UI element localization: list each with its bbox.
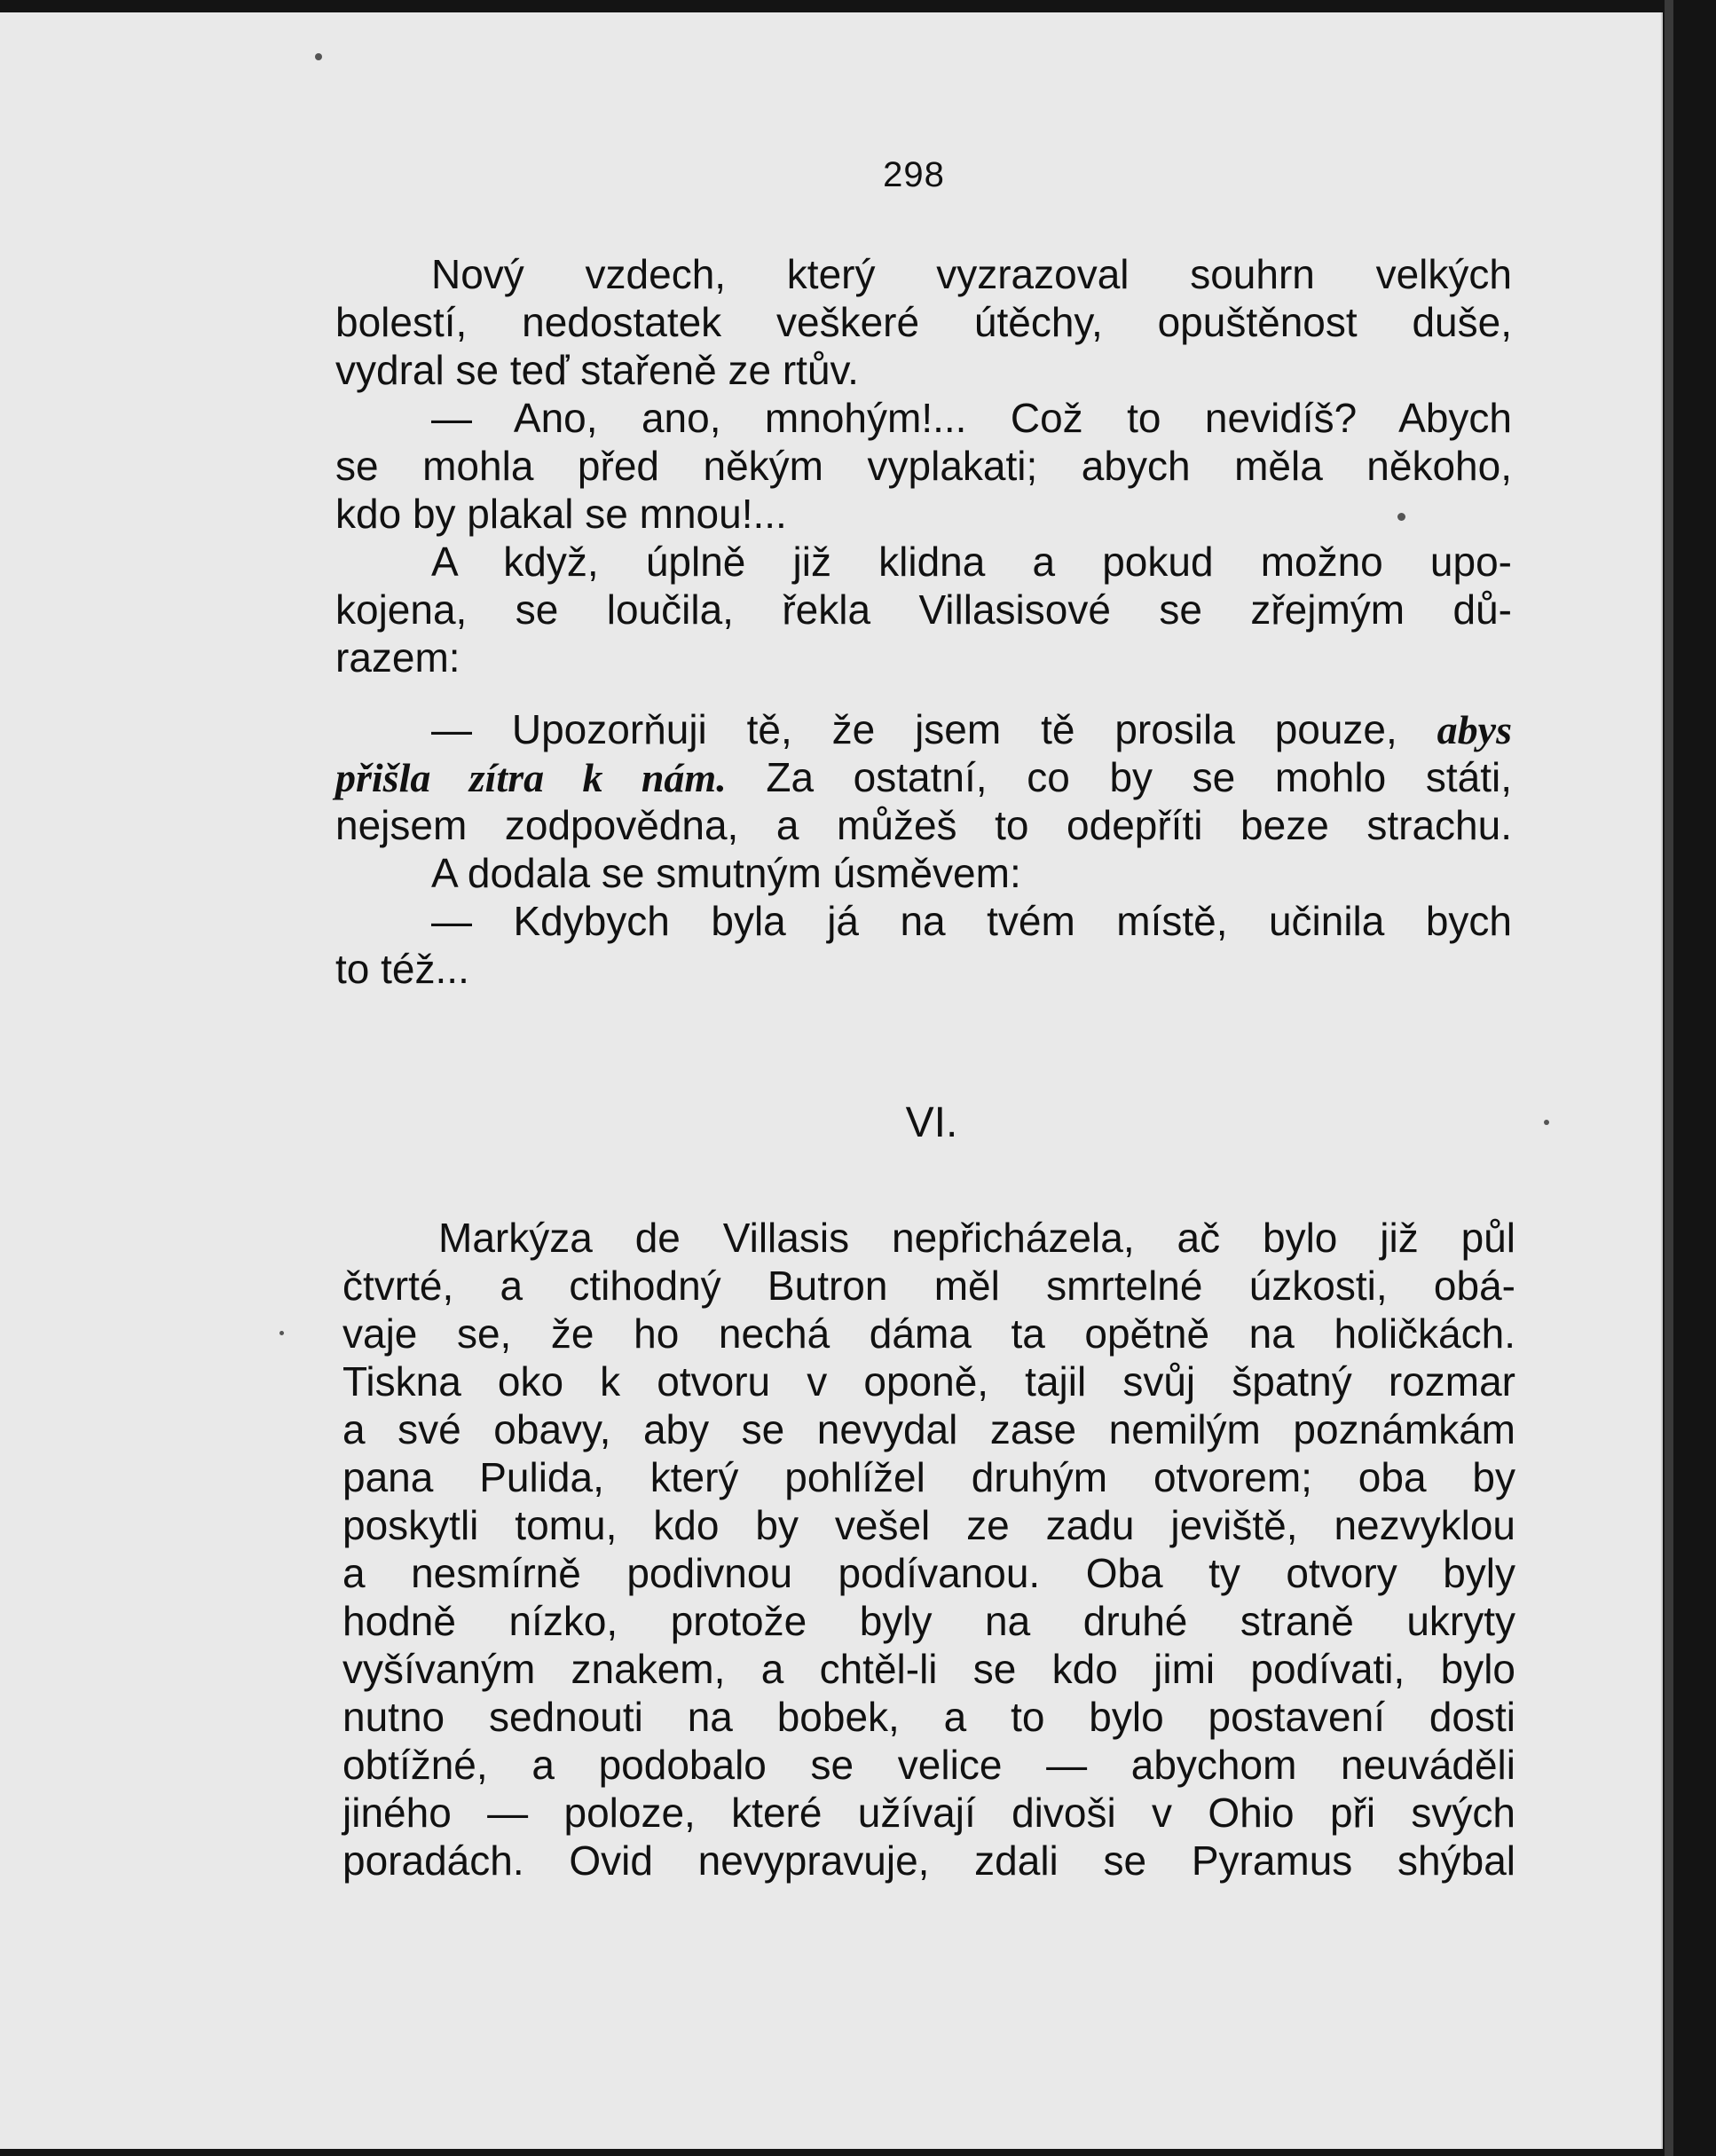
- text-line: Nový vzdech, který vyzrazoval souhrn velkých: [431, 251, 1512, 297]
- text-line: to též...: [335, 946, 469, 992]
- text-line: razem:: [335, 634, 460, 681]
- text-line: A dodala se smutným úsměvem:: [431, 850, 1021, 896]
- text-line: bolestí, nedostatek veškeré útěchy, opuštěnost duše,: [335, 299, 1512, 345]
- text-line: A když, úplně již klidna a pokud možno upo-: [431, 539, 1512, 585]
- text-line: poradách. Ovid nevypravuje, zdali se Pyramus shýbal: [342, 1837, 1515, 1884]
- text-line: kojena, se loučila, řekla Villasisové se zřejmým dů-: [335, 586, 1512, 633]
- text-line: obtížné, a podobalo se velice — abychom neuváděli: [342, 1742, 1515, 1788]
- text-line: hodně nízko, protože byly na druhé straně ukryty: [342, 1598, 1515, 1644]
- page-number: 298: [883, 155, 945, 194]
- text-line: vyšívaným znakem, a chtěl-li se kdo jimi podívati, bylo: [342, 1646, 1515, 1692]
- text-line: Tiskna oko k otvoru v oponě, tajil svůj špatný rozmar: [342, 1358, 1515, 1405]
- text-line: [335, 705, 1512, 753]
- text-line: poskytli tomu, kdo by vešel ze zadu jeviště, nezvyklou: [342, 1502, 1515, 1548]
- scan-speck: [279, 1331, 284, 1335]
- text-line: čtvrté, a ctihodný Butron měl smrtelné úzkosti, obá-: [342, 1263, 1515, 1309]
- text-segment: Za ostatní, co by se mohlo státi,: [726, 754, 1512, 800]
- chapter-heading: VI.: [905, 1099, 958, 1146]
- text-line: Markýza de Villasis nepřicházela, ač bylo již půl: [438, 1215, 1515, 1261]
- section-1-text: [335, 250, 1512, 993]
- text-line: vydral se teď stařeně ze rtův.: [335, 347, 859, 393]
- italic-segment: přišla zítra k nám.: [335, 755, 727, 800]
- text-line: a nesmírně podivnou podívanou. Oba ty otvory byly: [342, 1550, 1515, 1596]
- paragraph-gap: [335, 681, 1512, 705]
- scan-speck: [1397, 513, 1405, 521]
- section-2-text: [342, 1214, 1515, 1885]
- text-line: kdo by plakal se mnou!...: [335, 491, 787, 537]
- text-line: nejsem zodpovědna, a můžeš to odepříti beze strachu.: [335, 802, 1512, 848]
- text-line: [335, 753, 1512, 801]
- text-segment: — Upozorňuji tě, že jsem tě prosila pouze,: [431, 706, 1437, 752]
- scan-speck: [315, 53, 322, 60]
- italic-segment: abys: [1437, 707, 1512, 752]
- text-line: a své obavy, aby se nevydal zase nemilým poznámkám: [342, 1406, 1515, 1452]
- text-line: se mohla před někým vyplakati; abych měla někoho,: [335, 443, 1512, 489]
- text-line: — Ano, ano, mnohým!... Což to nevidíš? Abych: [431, 395, 1512, 441]
- text-line: nutno sednouti na bobek, a to bylo postavení dosti: [342, 1694, 1515, 1740]
- text-line: vaje se, že ho nechá dáma ta opětně na holičkách.: [342, 1310, 1515, 1357]
- text-line: pana Pulida, který pohlížel druhým otvorem; oba by: [342, 1454, 1515, 1500]
- text-line: — Kdybych byla já na tvém místě, učinila bych: [431, 898, 1512, 944]
- scan-speck: [1544, 1120, 1549, 1125]
- page-edge-shadow: [1665, 0, 1673, 2156]
- text-line: jiného — poloze, které užívají divoši v Ohio při svých: [342, 1790, 1515, 1836]
